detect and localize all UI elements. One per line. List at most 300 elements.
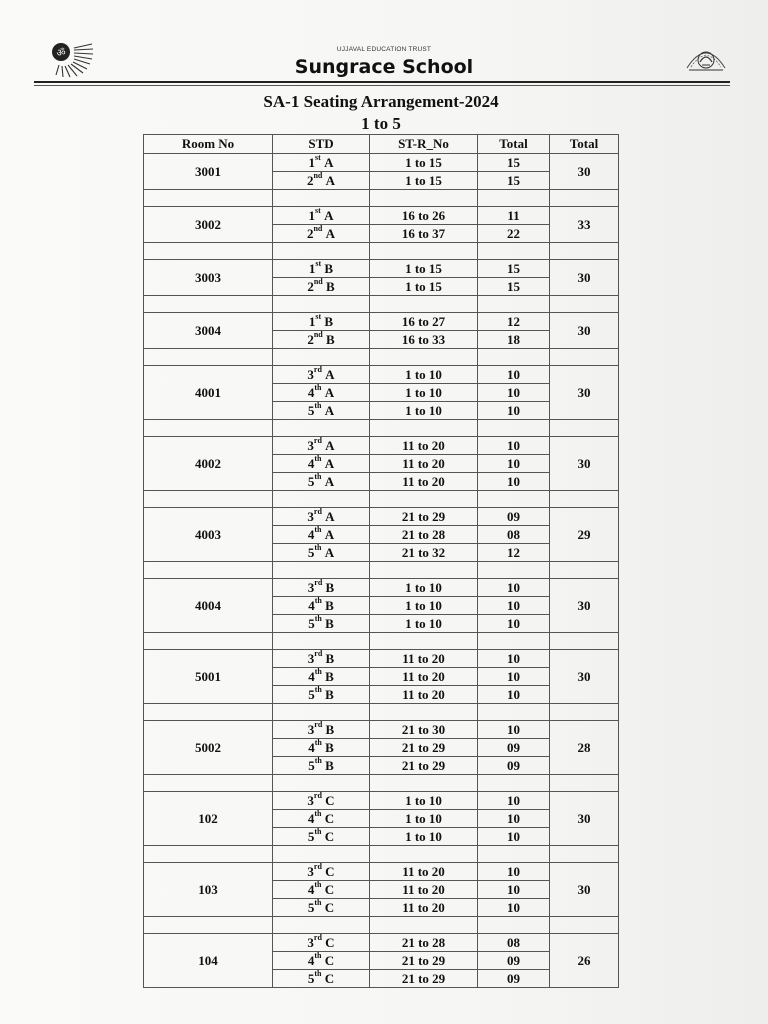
- std-suffix: nd: [313, 224, 323, 234]
- std-cell: [273, 278, 370, 296]
- count-cell: 10: [478, 881, 550, 899]
- room-number-cell: 4001: [144, 366, 273, 420]
- table-header-row: [144, 135, 619, 154]
- std-number: 4: [307, 455, 315, 471]
- spacer-cell: [273, 190, 370, 207]
- roll-range-cell: 1 to 10: [370, 792, 478, 810]
- count-cell: 09: [478, 739, 550, 757]
- std-division: B: [325, 278, 335, 294]
- room-total-cell: 30: [550, 792, 619, 846]
- std-division: A: [324, 207, 334, 223]
- count-cell: 09: [478, 952, 550, 970]
- spacer-cell: [370, 704, 478, 721]
- room-number-cell: 4003: [144, 508, 273, 562]
- count-cell: 10: [478, 828, 550, 846]
- spacer-cell: [273, 491, 370, 508]
- room-number-cell: 104: [144, 934, 273, 988]
- std-cell: [273, 544, 370, 562]
- std-division: A: [324, 384, 335, 400]
- table-row: [144, 650, 619, 668]
- spacer-cell: [478, 704, 550, 721]
- std-suffix: st: [315, 259, 322, 269]
- spacer-cell: [550, 633, 619, 650]
- std-number: 3: [307, 863, 314, 879]
- room-total-cell: 29: [550, 508, 619, 562]
- spacer-cell: [273, 917, 370, 934]
- spacer-cell: [478, 190, 550, 207]
- count-cell: 11: [478, 207, 550, 225]
- std-division: A: [325, 437, 335, 453]
- std-number: 1: [308, 260, 316, 276]
- roll-range-cell: 1 to 10: [370, 366, 478, 384]
- std-suffix: th: [314, 401, 322, 411]
- std-number: 4: [308, 597, 315, 613]
- count-cell: 10: [478, 650, 550, 668]
- room-number-cell: 103: [144, 863, 273, 917]
- spacer-cell: [550, 349, 619, 366]
- std-suffix: rd: [313, 507, 322, 517]
- spacer-row: [144, 846, 619, 863]
- table-row: [144, 154, 619, 172]
- std-division: C: [324, 881, 335, 897]
- std-division: A: [324, 154, 334, 170]
- spacer-row: [144, 775, 619, 792]
- std-division: B: [325, 579, 335, 595]
- std-number: 4: [308, 668, 315, 684]
- std-division: C: [324, 952, 335, 968]
- roll-range-cell: 1 to 10: [370, 597, 478, 615]
- table-row: [144, 508, 619, 526]
- spacer-cell: [144, 243, 273, 260]
- table-body: [144, 154, 619, 988]
- std-number: 5: [307, 473, 315, 489]
- count-cell: 10: [478, 473, 550, 491]
- std-cell: [273, 366, 370, 384]
- spacer-cell: [370, 420, 478, 437]
- std-division: C: [324, 970, 335, 986]
- spacer-cell: [550, 562, 619, 579]
- std-cell: [273, 952, 370, 970]
- spacer-cell: [144, 349, 273, 366]
- std-suffix: th: [314, 827, 322, 837]
- std-suffix: th: [314, 756, 322, 766]
- room-number-cell: 4002: [144, 437, 273, 491]
- std-cell: [273, 579, 370, 597]
- page-title: SA-1 Seating Arrangement-2024: [263, 92, 499, 111]
- roll-range-cell: 1 to 10: [370, 402, 478, 420]
- spacer-row: [144, 243, 619, 260]
- std-suffix: rd: [313, 933, 322, 943]
- std-suffix: th: [314, 525, 322, 535]
- room-number-cell: 5002: [144, 721, 273, 775]
- count-cell: 08: [478, 934, 550, 952]
- std-number: 5: [307, 828, 315, 844]
- std-number: 5: [308, 686, 315, 702]
- spacer-cell: [478, 243, 550, 260]
- spacer-cell: [273, 420, 370, 437]
- count-cell: 10: [478, 810, 550, 828]
- std-number: 5: [307, 970, 315, 986]
- std-cell: [273, 934, 370, 952]
- std-number: 2: [306, 225, 314, 241]
- roll-range-cell: 21 to 32: [370, 544, 478, 562]
- std-number: 3: [307, 437, 314, 453]
- std-cell: [273, 828, 370, 846]
- spacer-row: [144, 562, 619, 579]
- spacer-cell: [273, 633, 370, 650]
- count-cell: 15: [478, 260, 550, 278]
- std-number: 4: [308, 739, 315, 755]
- room-total-cell: 26: [550, 934, 619, 988]
- spacer-cell: [144, 296, 273, 313]
- std-division: B: [324, 260, 334, 276]
- roll-range-cell: 1 to 15: [370, 172, 478, 190]
- std-cell: [273, 739, 370, 757]
- room-total-cell: 30: [550, 313, 619, 349]
- std-division: B: [324, 313, 334, 329]
- std-cell: [273, 863, 370, 881]
- std-division: B: [325, 597, 334, 613]
- header-total: Total: [478, 135, 550, 154]
- spacer-cell: [144, 917, 273, 934]
- room-total-cell: 30: [550, 366, 619, 420]
- spacer-cell: [144, 491, 273, 508]
- spacer-cell: [273, 243, 370, 260]
- spacer-cell: [144, 704, 273, 721]
- std-number: 3: [307, 366, 314, 382]
- spacer-cell: [550, 775, 619, 792]
- spacer-row: [144, 633, 619, 650]
- std-division: A: [325, 225, 336, 241]
- count-cell: 10: [478, 402, 550, 420]
- std-division: C: [324, 828, 335, 844]
- spacer-cell: [550, 846, 619, 863]
- std-division: C: [324, 899, 335, 915]
- spacer-cell: [370, 243, 478, 260]
- spacer-cell: [370, 846, 478, 863]
- std-suffix: st: [315, 153, 321, 163]
- std-cell: [273, 313, 370, 331]
- roll-range-cell: 16 to 27: [370, 313, 478, 331]
- std-division: B: [325, 615, 334, 631]
- std-cell: [273, 757, 370, 775]
- std-number: 5: [307, 544, 315, 560]
- spacer-cell: [478, 420, 550, 437]
- spacer-cell: [478, 917, 550, 934]
- spacer-cell: [478, 349, 550, 366]
- std-number: 4: [307, 810, 315, 826]
- std-division: A: [325, 172, 336, 188]
- roll-range-cell: 11 to 20: [370, 899, 478, 917]
- roll-range-cell: 11 to 20: [370, 437, 478, 455]
- std-suffix: th: [314, 596, 322, 606]
- std-suffix: st: [315, 312, 322, 322]
- count-cell: 10: [478, 721, 550, 739]
- std-suffix: th: [314, 951, 322, 961]
- table-row: [144, 207, 619, 225]
- spacer-cell: [273, 296, 370, 313]
- std-division: C: [325, 863, 335, 879]
- std-number: 3: [307, 508, 314, 524]
- page-subtitle: 1 to 5: [361, 114, 401, 133]
- roll-range-cell: 1 to 10: [370, 810, 478, 828]
- roll-range-cell: 11 to 20: [370, 686, 478, 704]
- std-suffix: th: [314, 543, 322, 553]
- roll-range-cell: 21 to 29: [370, 739, 478, 757]
- std-suffix: nd: [313, 330, 323, 340]
- std-cell: [273, 384, 370, 402]
- std-cell: [273, 260, 370, 278]
- header-divider-thin: [34, 85, 730, 86]
- roll-range-cell: 11 to 20: [370, 668, 478, 686]
- std-number: 2: [307, 331, 314, 347]
- std-division: A: [324, 473, 335, 489]
- table-row: [144, 934, 619, 952]
- room-number-cell: 4004: [144, 579, 273, 633]
- seating-table: [143, 134, 619, 988]
- std-number: 5: [308, 757, 315, 773]
- std-suffix: th: [314, 738, 322, 748]
- table-row: [144, 260, 619, 278]
- spacer-cell: [144, 190, 273, 207]
- table-row: [144, 863, 619, 881]
- std-cell: [273, 207, 370, 225]
- std-cell: [273, 792, 370, 810]
- count-cell: 15: [478, 154, 550, 172]
- std-cell: [273, 331, 370, 349]
- spacer-cell: [478, 846, 550, 863]
- table-row: [144, 437, 619, 455]
- roll-range-cell: 1 to 15: [370, 278, 478, 296]
- std-suffix: rd: [313, 436, 322, 446]
- spacer-cell: [144, 633, 273, 650]
- count-cell: 10: [478, 792, 550, 810]
- spacer-cell: [370, 917, 478, 934]
- table-row: [144, 366, 619, 384]
- roll-range-cell: 1 to 10: [370, 828, 478, 846]
- count-cell: 10: [478, 455, 550, 473]
- roll-range-cell: 11 to 20: [370, 473, 478, 491]
- std-division: A: [324, 402, 335, 418]
- roll-range-cell: 11 to 20: [370, 455, 478, 473]
- room-number-cell: 3002: [144, 207, 273, 243]
- table-row: [144, 579, 619, 597]
- std-division: A: [324, 544, 335, 560]
- roll-range-cell: 21 to 28: [370, 934, 478, 952]
- std-suffix: th: [314, 685, 322, 695]
- std-division: C: [324, 810, 335, 826]
- std-number: 1: [308, 154, 316, 170]
- roll-range-cell: 21 to 29: [370, 952, 478, 970]
- std-number: 3: [307, 792, 314, 808]
- std-suffix: th: [314, 809, 322, 819]
- count-cell: 18: [478, 331, 550, 349]
- std-number: 3: [307, 650, 315, 666]
- count-cell: 10: [478, 437, 550, 455]
- spacer-cell: [273, 846, 370, 863]
- std-number: 5: [308, 615, 315, 631]
- std-cell: [273, 455, 370, 473]
- std-number: 4: [307, 881, 315, 897]
- spacer-row: [144, 190, 619, 207]
- room-total-cell: 33: [550, 207, 619, 243]
- svg-text:ॐ: ॐ: [56, 48, 66, 59]
- header-std: STD: [273, 135, 370, 154]
- header-st-r-no: ST-R_No: [370, 135, 478, 154]
- std-division: A: [324, 455, 335, 471]
- spacer-cell: [478, 296, 550, 313]
- spacer-cell: [370, 562, 478, 579]
- std-cell: [273, 881, 370, 899]
- count-cell: 22: [478, 225, 550, 243]
- std-suffix: rd: [313, 365, 322, 375]
- trust-name: UJJAVAL EDUCATION TRUST: [336, 46, 432, 53]
- std-suffix: st: [315, 206, 321, 216]
- roll-range-cell: 21 to 29: [370, 970, 478, 988]
- std-suffix: th: [314, 472, 322, 482]
- std-cell: [273, 650, 370, 668]
- std-division: B: [325, 739, 334, 755]
- table-row: [144, 792, 619, 810]
- spacer-cell: [273, 562, 370, 579]
- spacer-cell: [478, 491, 550, 508]
- std-division: C: [325, 934, 335, 950]
- std-number: 5: [307, 402, 315, 418]
- std-suffix: rd: [313, 862, 322, 872]
- std-number: 3: [307, 579, 315, 595]
- spacer-cell: [144, 420, 273, 437]
- std-number: 4: [307, 526, 315, 542]
- spacer-cell: [273, 775, 370, 792]
- spacer-cell: [370, 190, 478, 207]
- std-cell: [273, 154, 370, 172]
- count-cell: 10: [478, 686, 550, 704]
- std-cell: [273, 508, 370, 526]
- std-number: 2: [306, 172, 314, 188]
- table-row: [144, 313, 619, 331]
- spacer-row: [144, 491, 619, 508]
- count-cell: 12: [478, 544, 550, 562]
- std-suffix: th: [314, 898, 322, 908]
- std-suffix: th: [314, 383, 322, 393]
- spacer-row: [144, 349, 619, 366]
- room-total-cell: 30: [550, 260, 619, 296]
- std-cell: [273, 225, 370, 243]
- std-cell: [273, 402, 370, 420]
- std-cell: [273, 437, 370, 455]
- std-suffix: rd: [314, 720, 323, 730]
- roll-range-cell: 11 to 20: [370, 881, 478, 899]
- header-room-no: Room No: [144, 135, 273, 154]
- room-total-cell: 30: [550, 579, 619, 633]
- roll-range-cell: 21 to 29: [370, 757, 478, 775]
- count-cell: 10: [478, 579, 550, 597]
- std-number: 5: [307, 899, 315, 915]
- room-total-cell: 30: [550, 650, 619, 704]
- school-name: Sungrace School: [294, 56, 474, 78]
- spacer-row: [144, 420, 619, 437]
- spacer-cell: [273, 349, 370, 366]
- std-division: B: [325, 721, 335, 737]
- room-number-cell: 3003: [144, 260, 273, 296]
- std-cell: [273, 668, 370, 686]
- spacer-cell: [550, 917, 619, 934]
- room-total-cell: 30: [550, 154, 619, 190]
- spacer-cell: [144, 562, 273, 579]
- roll-range-cell: 16 to 33: [370, 331, 478, 349]
- std-number: 3: [307, 721, 315, 737]
- header-divider: [34, 81, 730, 83]
- count-cell: 09: [478, 970, 550, 988]
- std-suffix: rd: [314, 649, 323, 659]
- std-division: B: [325, 686, 334, 702]
- std-suffix: rd: [313, 791, 322, 801]
- roll-range-cell: 21 to 28: [370, 526, 478, 544]
- table-row: [144, 721, 619, 739]
- count-cell: 15: [478, 278, 550, 296]
- spacer-cell: [550, 190, 619, 207]
- std-cell: [273, 970, 370, 988]
- std-number: 2: [307, 278, 314, 294]
- count-cell: 10: [478, 615, 550, 633]
- std-number: 4: [307, 384, 315, 400]
- roll-range-cell: 21 to 30: [370, 721, 478, 739]
- roll-range-cell: 11 to 20: [370, 650, 478, 668]
- roll-range-cell: 1 to 10: [370, 579, 478, 597]
- std-cell: [273, 597, 370, 615]
- std-suffix: th: [314, 880, 322, 890]
- room-number-cell: 5001: [144, 650, 273, 704]
- spacer-cell: [273, 704, 370, 721]
- spacer-cell: [550, 491, 619, 508]
- std-division: B: [325, 650, 335, 666]
- std-cell: [273, 810, 370, 828]
- room-total-cell: 30: [550, 437, 619, 491]
- count-cell: 10: [478, 668, 550, 686]
- std-suffix: th: [314, 969, 322, 979]
- std-number: 1: [308, 313, 316, 329]
- std-division: A: [325, 508, 335, 524]
- spacer-row: [144, 917, 619, 934]
- std-cell: [273, 615, 370, 633]
- spacer-cell: [550, 420, 619, 437]
- spacer-cell: [550, 296, 619, 313]
- spacer-cell: [370, 633, 478, 650]
- count-cell: 10: [478, 863, 550, 881]
- std-division: A: [324, 526, 335, 542]
- roll-range-cell: 1 to 10: [370, 615, 478, 633]
- spacer-cell: [370, 775, 478, 792]
- count-cell: 09: [478, 508, 550, 526]
- spacer-cell: [370, 349, 478, 366]
- room-number-cell: 3001: [144, 154, 273, 190]
- count-cell: 15: [478, 172, 550, 190]
- spacer-row: [144, 704, 619, 721]
- roll-range-cell: 1 to 15: [370, 154, 478, 172]
- count-cell: 10: [478, 899, 550, 917]
- spacer-cell: [144, 846, 273, 863]
- std-number: 4: [307, 952, 315, 968]
- roll-range-cell: 1 to 10: [370, 384, 478, 402]
- header-room-total: Total: [550, 135, 619, 154]
- spacer-cell: [144, 775, 273, 792]
- spacer-cell: [370, 491, 478, 508]
- spacer-cell: [478, 633, 550, 650]
- std-suffix: th: [314, 454, 322, 464]
- spacer-row: [144, 296, 619, 313]
- std-cell: [273, 899, 370, 917]
- spacer-cell: [550, 704, 619, 721]
